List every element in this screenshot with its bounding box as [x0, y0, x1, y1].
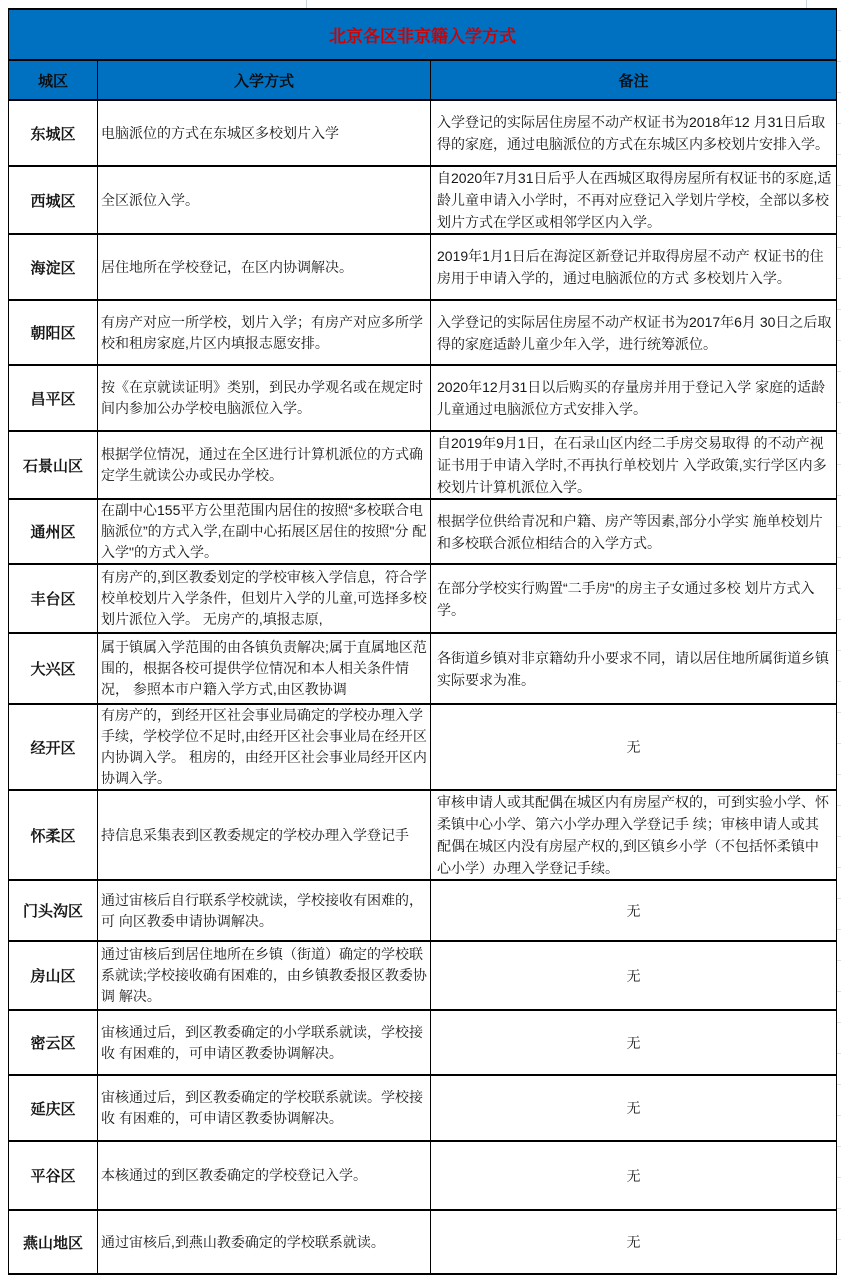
title-row — [9, 9, 837, 60]
district-cell: 延庆区 — [9, 1075, 98, 1141]
method-cell: 全区派位入学。 — [98, 166, 431, 234]
method-cell: 本核通过的到区教委确定的学校登记入学。 — [98, 1141, 431, 1210]
district-cell: 西城区 — [9, 166, 98, 234]
method-cell: 按《在京就读证明》类别，到民办学观名或在规定时 间内参加公办学校电脑派位入学。 — [98, 365, 431, 431]
table-row — [9, 365, 837, 431]
header-method: 入学方式 — [98, 60, 431, 100]
method-cell: 通过宙核后自行联系学校就读，学校接收有困难的，可 向区教委申请协调解决。 — [98, 880, 431, 941]
district-cell: 朝阳区 — [9, 300, 98, 365]
method-cell: 属于镇属入学范围的由各镇负责解决;属于直属地区范 围的，根据各校可提供学位情况和本人相关条件情况， 参照本市户籍入学方式,由区教协调 — [98, 633, 431, 704]
remark-cell: 自2019年9月1日，在石录山区内经二手房交易取得 的不动产视证书用于申请入学时,不再执行单校划片 入学政策,实行学区内多校划片计算机派位入学。 — [431, 431, 837, 499]
remark-cell: 无 — [431, 1210, 837, 1274]
table-row — [9, 633, 837, 704]
method-cell: 通过宙核后到居住地所在乡镇（街道）确定的学校联系就读;学校接收确有困难的，由乡镇教委报区教委协调 解决。 — [98, 941, 431, 1010]
table-row — [9, 1141, 837, 1210]
table-row — [9, 564, 837, 633]
method-cell: 有房产的,到区教委划定的学校审核入学信息，符合学 校单校划片入学条件，但划片入学的儿童,可选择多校划片派位入学。 无房产的,填报志原, — [98, 564, 431, 633]
district-cell: 房山区 — [9, 941, 98, 1010]
method-cell: 宙核通过后，到区教委确定的学校联系就读。学校接收 有困难的，可申请区教委协调解决。 — [98, 1075, 431, 1141]
header-remark: 备注 — [431, 60, 837, 100]
district-cell: 燕山地区 — [9, 1210, 98, 1274]
district-cell: 经开区 — [9, 704, 98, 790]
method-cell: 电脑派位的方式在东城区多校划片入学 — [98, 100, 431, 166]
sheet-gridline — [806, 0, 807, 8]
method-cell: 在副中心155平方公里范围内居住的按照“多校联合电脑派位”的方式入学,在副中心拓展区居住的按照"分 配入学"的方式入学。 — [98, 499, 431, 564]
district-cell: 平谷区 — [9, 1141, 98, 1210]
district-cell: 怀柔区 — [9, 790, 98, 880]
remark-cell: 无 — [431, 1141, 837, 1210]
remark-cell: 入学登记的实际居住房屋不动产权证书为2017年6月 30日之后取得的家庭适龄儿童少年入学，进行统筹派位。 — [431, 300, 837, 365]
table-row — [9, 234, 837, 300]
table-row — [9, 1075, 837, 1141]
remark-cell: 审核申请人或其配偶在城区内有房屋产权的，可到实验小学、怀柔镇中心小学、第六小学办理入学登记手 续；审核申请人或其配偶在城区内没有房屋产权的,到区镇乡小学（不包括怀柔镇中心小学）办理入学登记手续。 — [431, 790, 837, 880]
method-cell: 有房产对应一所学校，划片入学；有房产对应多所学校和租房家庭,片区内填报志愿安排。 — [98, 300, 431, 365]
district-cell: 海淀区 — [9, 234, 98, 300]
method-cell: 根据学位情况，通过在全区进行计算机派位的方式确定学生就读公办或民办学校。 — [98, 431, 431, 499]
district-cell: 通州区 — [9, 499, 98, 564]
remark-cell: 在部分学校实行购置“二手房"的房主子女通过多校 划片方式入学。 — [431, 564, 837, 633]
remark-cell: 2019年1月1日后在海淀区新登记并取得房屋不动产 权证书的住房用于申请入学的，通过电脑派位的方式 多校划片入学。 — [431, 234, 837, 300]
remark-cell: 2020年12月31日以后购买的存量房并用于登记入学 家庭的适龄儿童通过电脑派位方式安排入学。 — [431, 365, 837, 431]
method-cell: 持信息采集表到区教委规定的学校办理入学登记手 — [98, 790, 431, 880]
enrollment-table — [8, 8, 837, 1275]
district-cell: 东城区 — [9, 100, 98, 166]
district-cell: 密云区 — [9, 1010, 98, 1075]
table-row — [9, 704, 837, 790]
remark-cell: 无 — [431, 1075, 837, 1141]
table-row — [9, 790, 837, 880]
table-row — [9, 499, 837, 564]
table-row — [9, 1010, 837, 1075]
remark-cell: 无 — [431, 704, 837, 790]
table-title: 北京各区非京籍入学方式 — [9, 9, 837, 60]
method-cell: 有房产的，到经开区社会事业局确定的学校办理入学手续，学校学位不足时,由经开区社会事业局在经开区内协调入学。 租房的，由经开区社会事业局经开区内协调入学。 — [98, 704, 431, 790]
method-cell: 通过宙核后,到燕山教委确定的学校联系就读。 — [98, 1210, 431, 1274]
remark-cell: 根据学位供给青况和户籍、房产等因素,部分小学实 施单校划片和多校联合派位相结合的入学方式。 — [431, 499, 837, 564]
sheet-gridline — [306, 0, 307, 8]
district-cell: 石景山区 — [9, 431, 98, 499]
method-cell: 居住地所在学校登记，在区内协调解决。 — [98, 234, 431, 300]
remark-cell: 入学登记的实际居住房屋不动产权证书为2018年12 月31日后取得的家庭，通过电脑派位的方式在东城区内多校划片安排入学。 — [431, 100, 837, 166]
header-row — [9, 60, 837, 100]
header-district: 城区 — [9, 60, 98, 100]
table-row — [9, 941, 837, 1010]
remark-cell: 自2020年7月31日后乎人在西城区取得房屋所有权证书的豕庭,适龄儿童申请入小学时，不再对应登记入学划片学校，全部以多校划片方式在学区或相邻学区内入学。 — [431, 166, 837, 234]
district-cell: 大兴区 — [9, 633, 98, 704]
remark-cell: 无 — [431, 941, 837, 1010]
remark-cell: 无 — [431, 880, 837, 941]
remark-cell: 无 — [431, 1010, 837, 1075]
table-row — [9, 1210, 837, 1274]
table-row — [9, 431, 837, 499]
table-row — [9, 300, 837, 365]
district-cell: 门头沟区 — [9, 880, 98, 941]
table-row — [9, 880, 837, 941]
table-row — [9, 100, 837, 166]
table-row — [9, 166, 837, 234]
method-cell: 宙核通过后，到区教委确定的小学联系就读，学校接收 有困难的，可申请区教委协调解决。 — [98, 1010, 431, 1075]
district-cell: 丰台区 — [9, 564, 98, 633]
remark-cell: 各街道乡镇对非京籍幼升小要求不同，请以居住地所属街道乡镇实际要求为准。 — [431, 633, 837, 704]
district-cell: 昌平区 — [9, 365, 98, 431]
